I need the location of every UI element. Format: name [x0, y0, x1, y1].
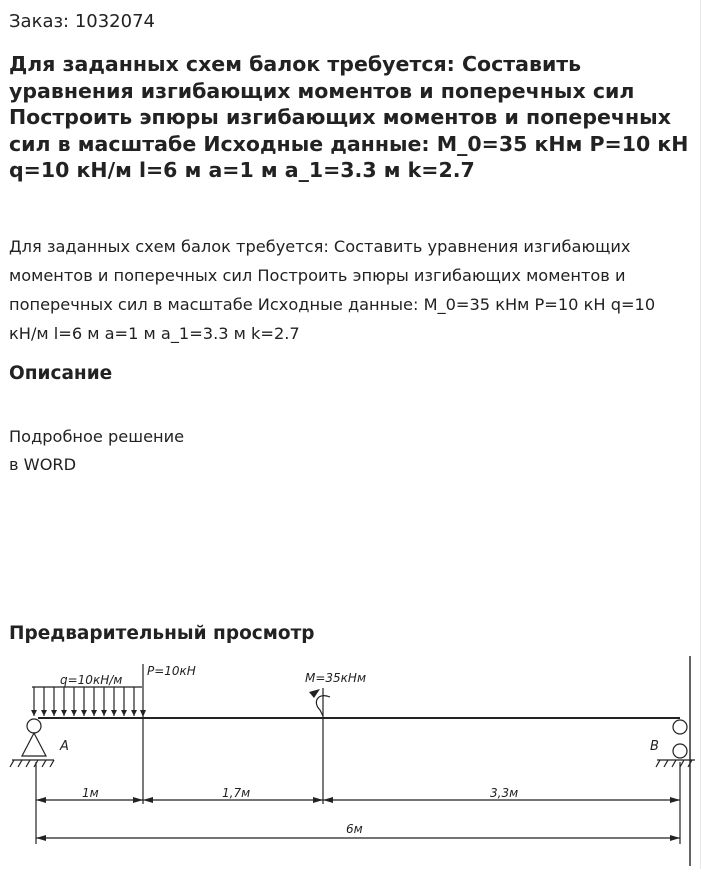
order-number: Заказ: 1032074	[9, 11, 155, 32]
label-p: P=10кН	[147, 664, 196, 678]
description-line: в WORD	[9, 455, 77, 474]
load-arrow-heads	[31, 710, 137, 716]
support-a-hinge	[27, 719, 41, 733]
label-dim-3: 3,3м	[490, 786, 519, 800]
force-p-arrow	[140, 710, 146, 717]
description-text	[9, 423, 409, 479]
preview-heading: Предварительный просмотр	[9, 623, 315, 644]
label-dim-1: 1м	[82, 786, 99, 800]
task-text: Для заданных схем балок требуется: Составить уравнения изгибающих моментов и поперечных сил Построить эпюры изгибающих моментов и поперечных сил в масштабе Исходные данные: M_0=35 кНм P=10 кН q=10 кН/м l=6 м a=1 м a_1=3.3 м k=2.7	[9, 237, 656, 343]
description-line: Подробное решение	[9, 427, 185, 446]
label-dim-total: 6м	[346, 822, 363, 836]
description-heading: Описание	[9, 363, 113, 384]
support-a-hatch	[10, 760, 54, 767]
beam-diagram	[0, 652, 701, 869]
label-m: M=35кНм	[305, 671, 367, 685]
label-support-a: A	[60, 739, 69, 754]
support-b-hinge	[673, 720, 687, 734]
label-support-b: B	[650, 739, 659, 754]
moment-arrow	[309, 689, 320, 698]
preview-image	[0, 652, 701, 869]
task-title: Для заданных схем балок требуется: Составить уравнения изгибающих моментов и поперечных сил Построить эпюры изгибающих моментов и поперечных сил в масштабе Исходные данные: M_0=35 кНм P=10 кН q=10 кН/м l=6 м a=1 м a_1=3.3 м k=2.7	[9, 52, 689, 183]
support-b-roller	[673, 744, 687, 758]
label-dim-2: 1,7м	[222, 786, 251, 800]
label-q: q=10кН/м	[60, 673, 123, 687]
support-a-triangle	[22, 733, 46, 756]
support-b-hatch	[656, 760, 692, 767]
